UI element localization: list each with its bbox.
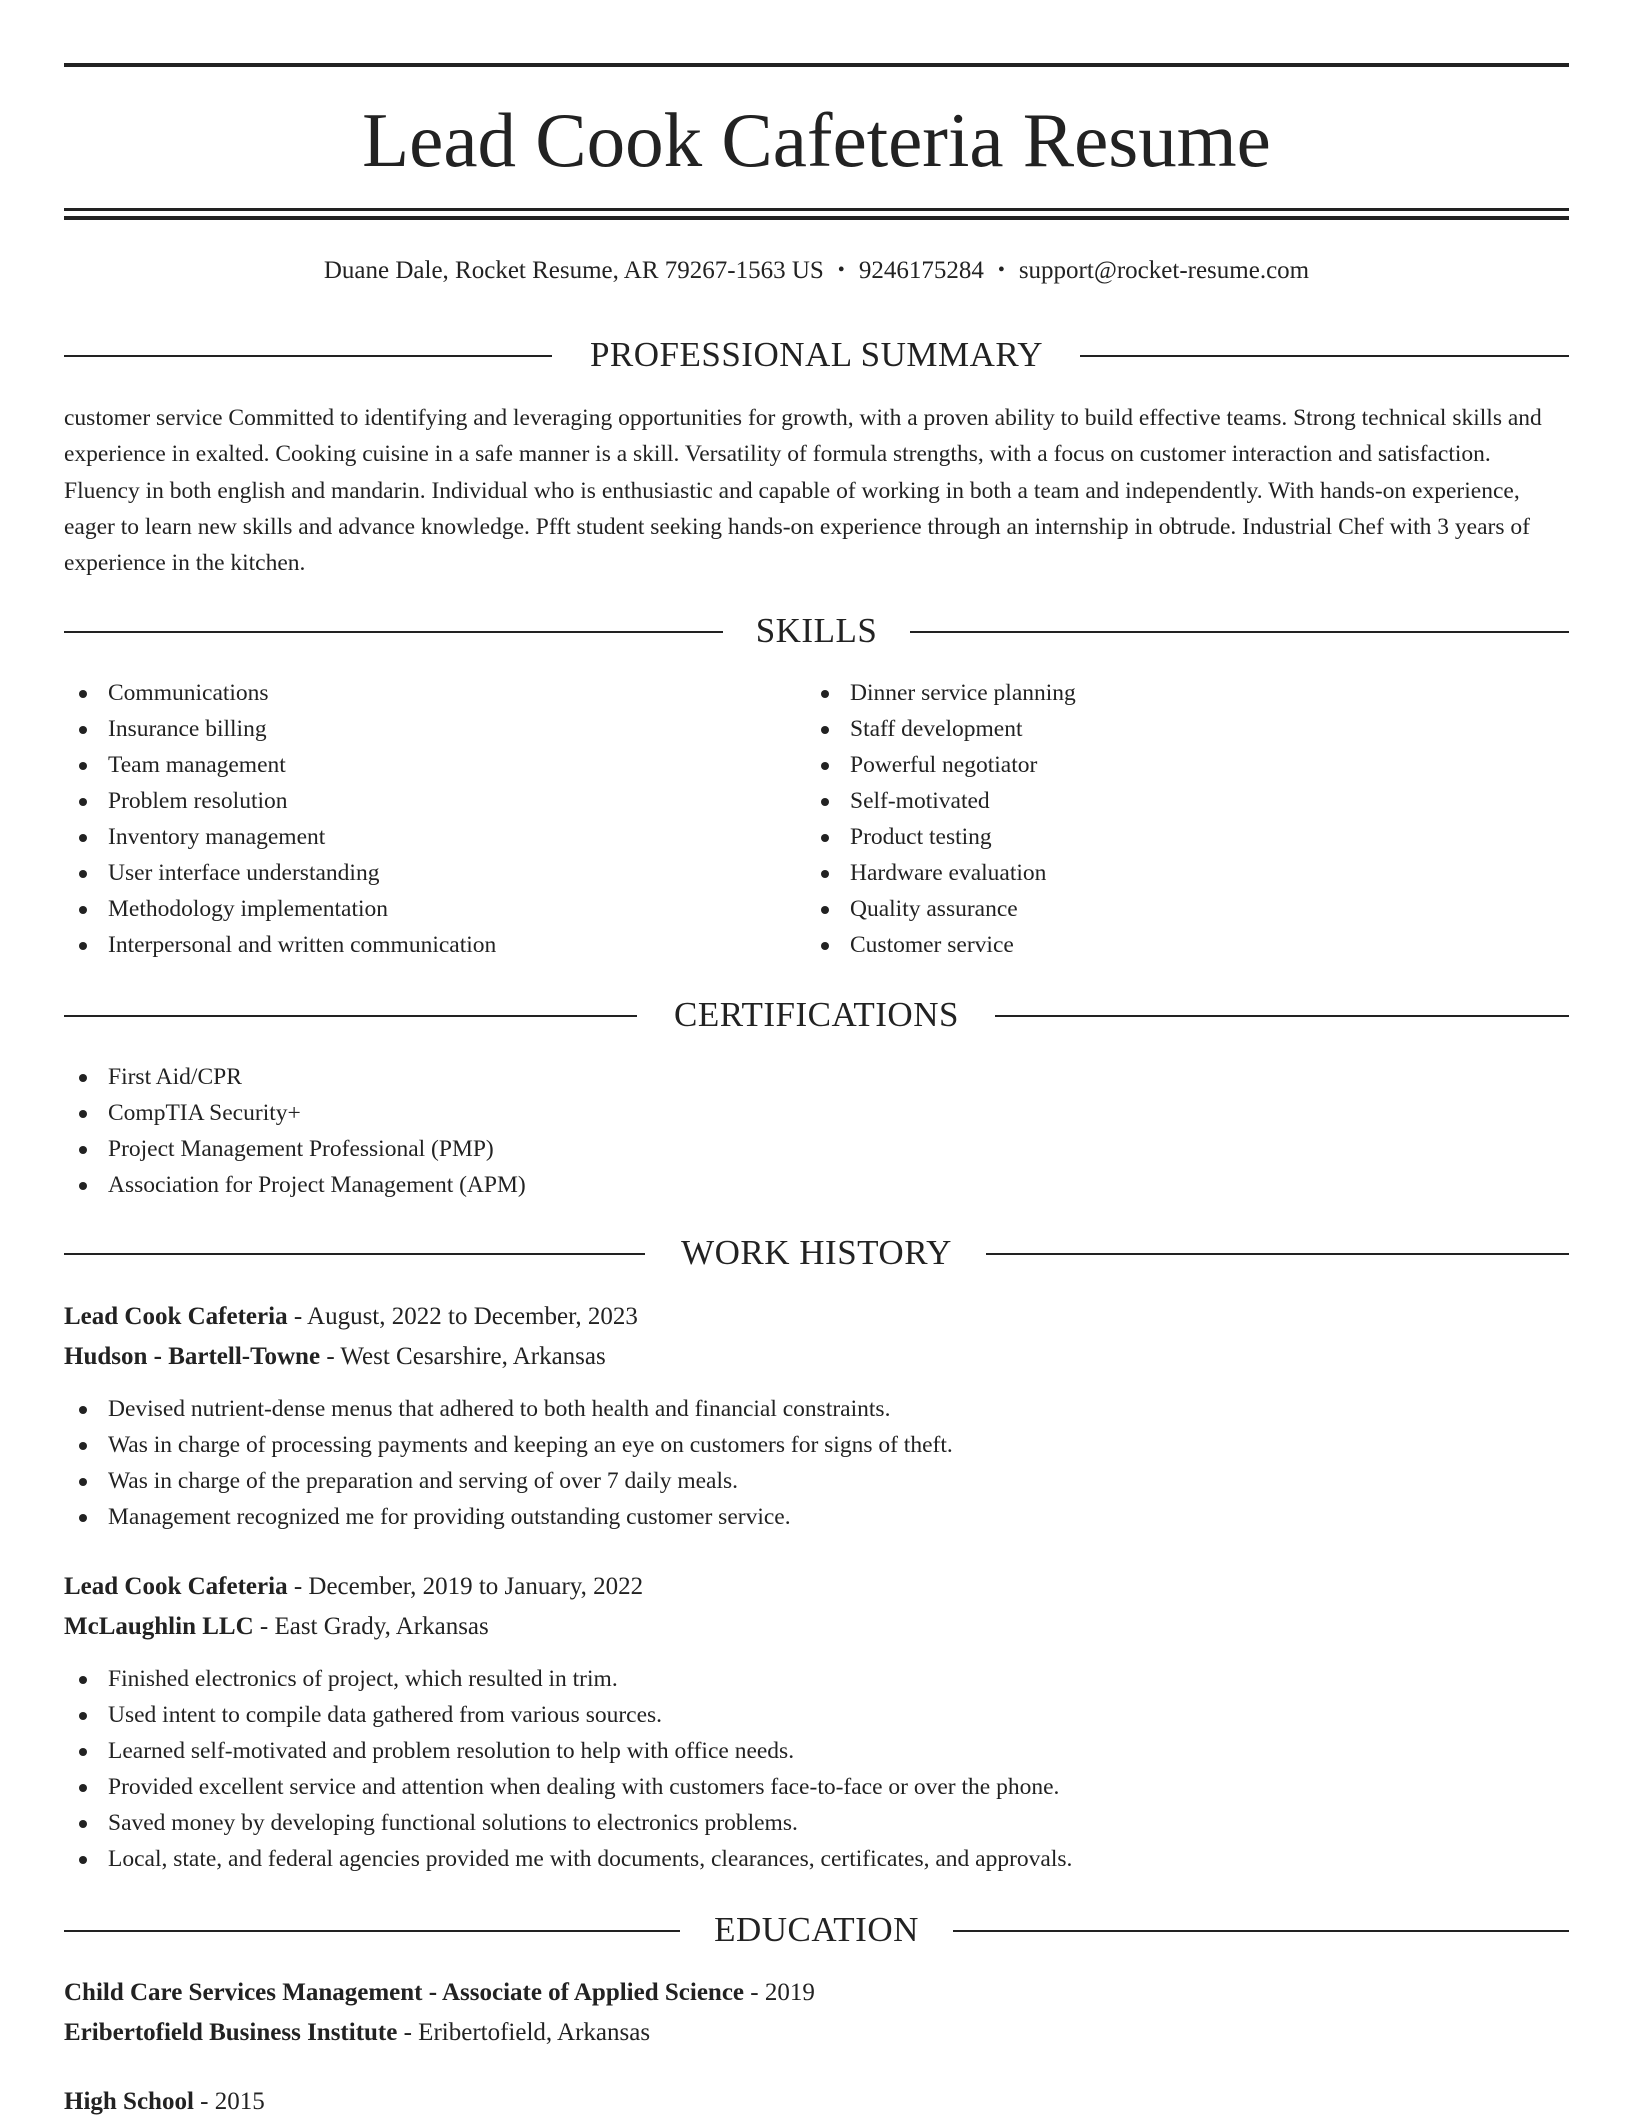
skills-list-left: [64, 675, 496, 963]
top-rule: [64, 63, 1569, 67]
summary-heading: [64, 333, 1569, 377]
contact-line: [64, 253, 1569, 290]
certifications-list: [64, 1059, 526, 1203]
job-2-employer-line: [64, 1609, 489, 1645]
certifications-heading: [64, 993, 1569, 1037]
education-degree: High School: [64, 2088, 194, 2115]
duty-item: Learned self-motivated and problem resolution to help with office needs.: [64, 1733, 1072, 1769]
skill-item: Customer service: [806, 927, 1076, 963]
education-heading: [64, 1908, 1569, 1952]
contact-separator: •: [837, 259, 845, 281]
job-1-title-line: [64, 1299, 638, 1335]
duty-item: Used intent to compile data gathered from various sources.: [64, 1697, 1072, 1733]
job-location: - East Grady, Arkansas: [253, 1613, 489, 1640]
job-employer: McLaughlin LLC: [64, 1613, 254, 1640]
title-rule-upper: [64, 208, 1569, 211]
title-rule-lower: [64, 216, 1569, 220]
work-heading-label: WORK HISTORY: [681, 1233, 952, 1272]
job-dates: - August, 2022 to December, 2023: [287, 1303, 638, 1330]
skill-item: Inventory management: [64, 819, 496, 855]
skill-item: Problem resolution: [64, 783, 496, 819]
duty-item: Was in charge of the preparation and serving of over 7 daily meals.: [64, 1463, 953, 1499]
duty-item: Provided excellent service and attention when dealing with customers face-to-face or over the phone.: [64, 1769, 1072, 1805]
job-location: - West Cesarshire, Arkansas: [320, 1343, 606, 1370]
education-degree: Child Care Services Management - Associate of Applied Science: [64, 1979, 745, 2006]
job-2-title-line: [64, 1569, 643, 1605]
certification-item: Association for Project Management (APM): [64, 1167, 526, 1203]
work-heading: [64, 1231, 1569, 1275]
skill-item: Interpersonal and written communication: [64, 927, 496, 963]
contact-address: Duane Dale, Rocket Resume, AR 79267-1563 US: [323, 257, 824, 284]
job-2-duties: [64, 1661, 1072, 1877]
skill-item: Hardware evaluation: [806, 855, 1076, 891]
education-school: Eribertofield Business Institute: [64, 2019, 398, 2046]
duty-item: Management recognized me for providing outstanding customer service.: [64, 1499, 953, 1535]
job-employer: Hudson - Bartell-Towne: [64, 1343, 321, 1370]
education-2-degree-line: [64, 2084, 265, 2120]
job-title: Lead Cook Cafeteria: [64, 1303, 288, 1330]
skills-heading: [64, 609, 1569, 653]
skill-item: Powerful negotiator: [806, 747, 1076, 783]
certification-item: CompTIA Security+: [64, 1095, 526, 1131]
education-1-degree-line: [64, 1975, 815, 2011]
certifications-heading-label: CERTIFICATIONS: [674, 995, 959, 1034]
contact-separator: •: [997, 259, 1005, 281]
duty-item: Devised nutrient-dense menus that adhered to both health and financial constraints.: [64, 1391, 953, 1427]
education-heading-label: EDUCATION: [714, 1910, 919, 1949]
resume-title: Lead Cook Cafeteria Resume: [362, 97, 1271, 183]
skills-list-right: [806, 675, 1076, 963]
certification-item: First Aid/CPR: [64, 1059, 526, 1095]
education-year: - 2019: [744, 1979, 815, 2006]
skill-item: Team management: [64, 747, 496, 783]
summary-text: customer service Committed to identifying and leveraging opportunities for growth, with a proven ability to build effective teams. Strong technical skills and experience in exalted. Cooking cuisine in a safe manner is a skill. Versatility of formula strengths, with a focus on customer interaction and satisfaction. Fluency in both english and mandarin. Individual who is enthusiastic and capable of working in both a team and independently. With hands-on experience, eager to learn new skills and advance knowledge. Pfft student seeking hands-on experience through an internship in obtrude. Industrial Chef with 3 years of experience in the kitchen.: [64, 405, 1542, 577]
skill-item: User interface understanding: [64, 855, 496, 891]
duty-item: Finished electronics of project, which resulted in trim.: [64, 1661, 1072, 1697]
job-dates: - December, 2019 to January, 2022: [287, 1573, 644, 1600]
duty-item: Local, state, and federal agencies provided me with documents, clearances, certificates, and approvals.: [64, 1841, 1072, 1877]
skills-heading-label: SKILLS: [755, 611, 878, 650]
skill-item: Communications: [64, 675, 496, 711]
job-title: Lead Cook Cafeteria: [64, 1573, 288, 1600]
education-1-school-line: [64, 2015, 650, 2051]
skill-item: Product testing: [806, 819, 1076, 855]
job-1-duties: [64, 1391, 953, 1535]
skill-item: Methodology implementation: [64, 891, 496, 927]
job-1-employer-line: [64, 1339, 606, 1375]
skill-item: Staff development: [806, 711, 1076, 747]
skill-item: Self-motivated: [806, 783, 1076, 819]
contact-email: support@rocket-resume.com: [1018, 257, 1310, 284]
skill-item: Insurance billing: [64, 711, 496, 747]
duty-item: Was in charge of processing payments and keeping an eye on customers for signs of theft.: [64, 1427, 953, 1463]
summary-heading-label: PROFESSIONAL SUMMARY: [589, 335, 1044, 374]
education-year: - 2015: [193, 2088, 265, 2115]
duty-item: Saved money by developing functional solutions to electronics problems.: [64, 1805, 1072, 1841]
contact-phone: 9246175284: [858, 257, 984, 284]
skill-item: Dinner service planning: [806, 675, 1076, 711]
skill-item: Quality assurance: [806, 891, 1076, 927]
education-location: - Eribertofield, Arkansas: [397, 2019, 651, 2046]
certification-item: Project Management Professional (PMP): [64, 1131, 526, 1167]
